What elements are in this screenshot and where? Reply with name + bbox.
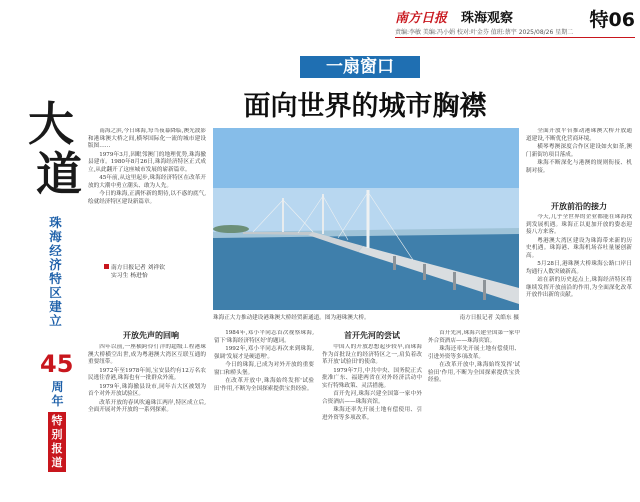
brand-big-char-2: 道 [36,147,82,201]
intro-paragraph: 1979年3月,因毗邻澳门的地理优势,珠海撤县建市。1980年8月26日,珠海经济特区正式成立,从此翻开了这座城市发展的崭新篇章。 [88,151,206,173]
article-paragraph: 首开先河,珠海兴建全国第一家中外合资酒店——珠海宾馆。 [322,391,422,405]
section-heading: 开放先声的回响 [123,331,179,340]
section-heading: 开放前沿的接力 [551,202,607,211]
bridge-photo-art [213,128,519,310]
masthead-rule [395,37,635,38]
article-paragraph: 四年以前,一座横跨伶仃洋的超级工程港珠澳大桥横空出世,成为粤港澳大湾区互联互通的重要纽带。 [88,344,206,365]
byline-reporter: 南方日报记者 刘祥钦 [111,265,166,271]
article-paragraph: 今天,几乎全世界的企业都能在珠海找到发展机遇。珠海正以更加开放的姿态迎接八方来客。 [526,214,632,235]
section-heading: 首开先河的尝试 [344,331,400,340]
brand-years: 周年 [51,380,64,408]
article-paragraph: 5月28日,港珠澳大桥珠海公路口岸日均通行人数突破新高。 [526,261,632,275]
article-paragraph: 1979年7月,中共中央、国务院正式批准广东、福建两省在对外经济活动中实行特殊政策、灵活措施。 [322,367,422,389]
masthead [395,5,635,39]
headline-title: 面向世界的城市胸襟 [243,91,487,122]
right-bottom-text [526,214,632,496]
intro-text [88,128,206,256]
intro-paragraph: 45年前,从这里起步,珠海经济特区在改革开放的大潮中勇立潮头、敢为人先。 [88,175,206,189]
brand-vertical-title: 珠海经济特区建立 [49,215,62,328]
byline-intern: 实习生 杨进怡 [111,273,148,279]
series-brand [28,88,88,488]
section-name: 珠海观察 [461,11,514,26]
intro-paragraph: 今日的珠海,正满怀新的期待,以不惑的底气,绘就经济特区建设新篇章。 [88,191,206,205]
bottom-col-1 [88,344,206,496]
article-paragraph: 站在新的历史起点上,珠海经济特区将继续发挥开放前沿的作用,为全面深化改革开放作出新的贡献。 [526,277,632,298]
article-paragraph: 1984年,邓小平同志首次视察珠海,留下'珠海经济特区好'的题词。 [214,330,314,344]
headline-kicker: 一扇窗口 [300,56,420,78]
article-paragraph: 1972年至1978年间,宝安县约有12万名农民逃往香港,珠海也有一批群众外流。 [88,367,206,381]
article-paragraph: 全面开放平台推动港珠澳大桥开放通道建设,不断优化营商环境。 [526,128,632,142]
byline [104,264,206,280]
bridge-photo [213,128,519,310]
photo-credit: 南方日报记者 关皓东 摄 [459,315,519,321]
article-paragraph: 珠海不断深化与港澳的规则衔接、机制对接。 [526,160,632,174]
photo-caption: 珠海正大力推动建设港珠澳大桥经贸新通道。图为港珠澳大桥。 [213,315,370,321]
right-top-text [526,128,632,198]
article-paragraph: 粤港澳大湾区建设为珠海带来新的历史机遇。珠海港、珠海机场吞吐量屡创新高。 [526,237,632,259]
article-paragraph: 中国人的开放思想起步较早,而珠海作为首批设立的经济特区之一,肩负着改革开放'试验田'的使命。 [322,344,422,365]
article-paragraph: 首开先河,珠海兴建全国第一家中外合资酒店——珠海宾馆。 [428,330,520,344]
article-paragraph: 1979年,珠海撤县设市,同年吉大区被划为首个对外开放试验区。 [88,383,206,397]
intro-paragraph: 南海之滨,今日珠海,每当夜幕降临,澳光波影和港珠澳大桥之间,横琴国际化一流的城市建设版图…… [88,128,206,149]
article-paragraph: 横琴粤澳深度合作区建设如火如荼,澳门新街坊项目落成。 [526,144,632,158]
page-number: 特06 [589,9,635,31]
brand-special-badge: 特别报道 [48,412,66,472]
bottom-col-2 [214,330,314,496]
credits-line: 责编:李敏 美编:冯小娟 校对:叶金芬 值班:蔡宇 2025/08/26 星期二 [395,29,574,36]
article-paragraph: 今日的珠海,已成为对外开放的重要窗口和桥头堡。 [214,362,314,376]
brand-number: 45 [40,350,74,378]
paper-name: 南方日报 [395,11,448,26]
article-paragraph: 改革开放的春风吹遍珠江两岸,特区成立后,全面开展对外开放的一系列探索。 [88,399,206,413]
brand-big-char-1: 大 [28,97,74,151]
article-paragraph: 珠海还率先开展土地有偿使用、引进外资等多项改革。 [322,407,422,421]
bottom-col-4 [428,330,520,496]
article-paragraph: 珠海还率先开展土地有偿使用、引进外资等多项改革。 [428,346,520,360]
byline-marker [104,264,109,269]
article-paragraph: 在改革开放中,珠海始终发挥'试验田'作用,不断为全国探索提供宝贵经验。 [214,378,314,392]
article-paragraph: 1992年,邓小平同志再次来到珠海,强调'发展才是硬道理'。 [214,346,314,360]
article-paragraph: 在改革开放中,珠海始终发挥'试验田'作用,不断为全国探索提供宝贵经验。 [428,362,520,383]
bottom-col-3 [322,344,422,496]
photo-caption-row [213,313,519,321]
